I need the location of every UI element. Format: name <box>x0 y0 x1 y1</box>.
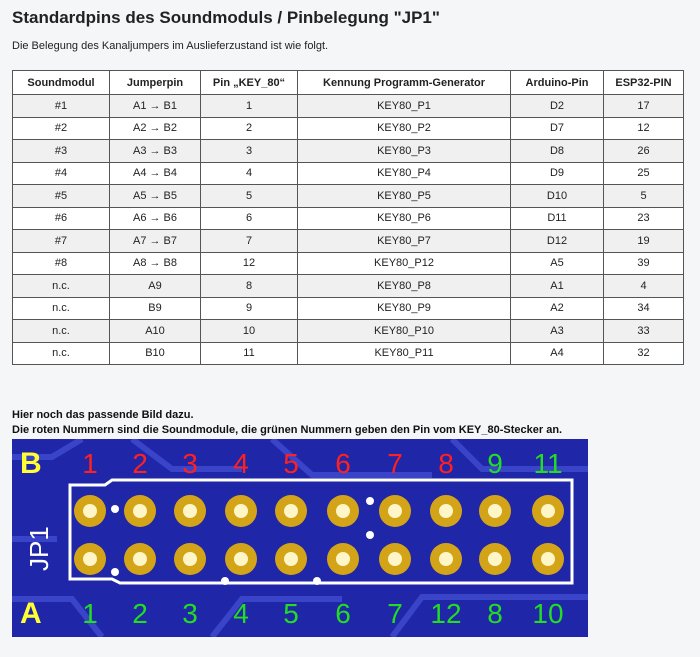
via-dot <box>366 531 374 539</box>
via-dot <box>111 568 119 576</box>
cell-soundmodul: n.c. <box>13 342 110 365</box>
cell-arduino: A5 <box>511 252 604 275</box>
cell-arduino: A2 <box>511 297 604 320</box>
cell-arduino: A4 <box>511 342 604 365</box>
col-esp32: ESP32-PIN <box>604 71 684 95</box>
cell-arduino: D11 <box>511 207 604 230</box>
col-arduino: Arduino-Pin <box>511 71 604 95</box>
cell-jumperpin: A1 → B1 <box>110 95 201 118</box>
jumper-pad <box>430 495 462 527</box>
via-dot <box>366 497 374 505</box>
cell-kennung: KEY80_P6 <box>298 207 511 230</box>
table-row <box>13 207 684 230</box>
cell-soundmodul: #5 <box>13 185 110 208</box>
cell-jumperpin: A4 → B4 <box>110 162 201 185</box>
jumper-pad <box>74 495 106 527</box>
image-note <box>12 408 562 438</box>
cell-soundmodul: n.c. <box>13 320 110 343</box>
jumper-pad <box>225 543 257 575</box>
module-number: 6 <box>335 448 351 479</box>
intro-text: Die Belegung des Kanaljumpers im Auslieferzustand ist wie folgt. <box>12 40 329 52</box>
table-row <box>13 320 684 343</box>
jumper-pad <box>275 495 307 527</box>
cell-soundmodul: #6 <box>13 207 110 230</box>
table-row <box>13 342 684 365</box>
jumper-pad <box>124 495 156 527</box>
jumper-pad <box>479 543 511 575</box>
cell-arduino: D12 <box>511 230 604 253</box>
via-dot <box>313 577 321 585</box>
table-header-row <box>13 71 684 95</box>
cell-jumperpin: A7 → B7 <box>110 230 201 253</box>
cell-jumperpin: A5 → B5 <box>110 185 201 208</box>
cell-key80: 7 <box>201 230 298 253</box>
jp1-board-image <box>12 439 588 637</box>
cell-soundmodul: #8 <box>13 252 110 275</box>
cell-esp32: 5 <box>604 185 684 208</box>
jumper-pad <box>174 543 206 575</box>
via-dot <box>111 505 119 513</box>
cell-arduino: D9 <box>511 162 604 185</box>
cell-kennung: KEY80_P9 <box>298 297 511 320</box>
cell-esp32: 25 <box>604 162 684 185</box>
module-number: 11 <box>533 448 563 479</box>
cell-jumperpin: A6 → B6 <box>110 207 201 230</box>
col-kennung: Kennung Programm-Generator <box>298 71 511 95</box>
cell-esp32: 33 <box>604 320 684 343</box>
col-soundmodul: Soundmodul <box>13 71 110 95</box>
jumper-pad <box>225 495 257 527</box>
module-number: 9 <box>487 448 503 479</box>
jp1-label: JP1 <box>24 526 54 571</box>
cell-arduino: D2 <box>511 95 604 118</box>
table-row <box>13 252 684 275</box>
cell-soundmodul: #2 <box>13 117 110 140</box>
module-number: 2 <box>132 448 148 479</box>
cell-key80: 5 <box>201 185 298 208</box>
cell-kennung: KEY80_P10 <box>298 320 511 343</box>
cell-esp32: 17 <box>604 95 684 118</box>
table-row <box>13 297 684 320</box>
cell-kennung: KEY80_P3 <box>298 140 511 163</box>
cell-soundmodul: n.c. <box>13 275 110 298</box>
cell-jumperpin: A10 <box>110 320 201 343</box>
key80-pin-number: 2 <box>132 598 148 629</box>
cell-esp32: 34 <box>604 297 684 320</box>
cell-arduino: A3 <box>511 320 604 343</box>
key80-pin-number: 3 <box>182 598 198 629</box>
module-number: 7 <box>387 448 403 479</box>
cell-jumperpin: B10 <box>110 342 201 365</box>
jumper-pad <box>174 495 206 527</box>
cell-kennung: KEY80_P5 <box>298 185 511 208</box>
cell-kennung: KEY80_P2 <box>298 117 511 140</box>
note-line-2: Die roten Nummern sind die Soundmodule, die grünen Nummern geben den Pin vom KEY_80-Stecker an. <box>12 424 563 436</box>
table-row <box>13 230 684 253</box>
jumper-pad <box>124 543 156 575</box>
table-row <box>13 95 684 118</box>
table-row <box>13 275 684 298</box>
cell-key80: 3 <box>201 140 298 163</box>
cell-esp32: 32 <box>604 342 684 365</box>
cell-arduino: D8 <box>511 140 604 163</box>
row-a-label: A <box>20 597 42 630</box>
key80-pin-number: 4 <box>233 598 249 629</box>
key80-pin-number: 7 <box>387 598 403 629</box>
key80-pin-number: 5 <box>283 598 299 629</box>
cell-key80: 2 <box>201 117 298 140</box>
cell-jumperpin: A2 → B2 <box>110 117 201 140</box>
module-number: 1 <box>82 448 98 479</box>
table-row <box>13 162 684 185</box>
row-b-label: B <box>20 447 42 480</box>
cell-key80: 6 <box>201 207 298 230</box>
jumper-pad <box>379 543 411 575</box>
cell-soundmodul: n.c. <box>13 297 110 320</box>
cell-esp32: 23 <box>604 207 684 230</box>
table-row <box>13 117 684 140</box>
jumper-pad <box>479 495 511 527</box>
cell-arduino: D10 <box>511 185 604 208</box>
cell-esp32: 39 <box>604 252 684 275</box>
col-key80: Pin „KEY_80“ <box>201 71 298 95</box>
jumper-pad <box>532 495 564 527</box>
cell-esp32: 4 <box>604 275 684 298</box>
cell-kennung: KEY80_P8 <box>298 275 511 298</box>
col-jumperpin: Jumperpin <box>110 71 201 95</box>
module-number: 4 <box>233 448 249 479</box>
key80-pin-number: 1 <box>82 598 98 629</box>
cell-kennung: KEY80_P1 <box>298 95 511 118</box>
cell-esp32: 12 <box>604 117 684 140</box>
note-line-1: Hier noch das passende Bild dazu. <box>12 409 194 421</box>
cell-arduino: A1 <box>511 275 604 298</box>
cell-key80: 12 <box>201 252 298 275</box>
cell-jumperpin: A3 → B3 <box>110 140 201 163</box>
cell-key80: 9 <box>201 297 298 320</box>
cell-key80: 4 <box>201 162 298 185</box>
cell-soundmodul: #1 <box>13 95 110 118</box>
jumper-pad <box>275 543 307 575</box>
module-number: 5 <box>283 448 299 479</box>
module-number: 3 <box>182 448 198 479</box>
cell-kennung: KEY80_P11 <box>298 342 511 365</box>
cell-jumperpin: A8 → B8 <box>110 252 201 275</box>
table-row <box>13 185 684 208</box>
cell-key80: 1 <box>201 95 298 118</box>
cell-key80: 8 <box>201 275 298 298</box>
module-number: 8 <box>438 448 454 479</box>
jumper-pad <box>379 495 411 527</box>
key80-pin-number: 6 <box>335 598 351 629</box>
cell-key80: 11 <box>201 342 298 365</box>
jumper-pad <box>430 543 462 575</box>
cell-kennung: KEY80_P4 <box>298 162 511 185</box>
cell-soundmodul: #3 <box>13 140 110 163</box>
key80-pin-number: 10 <box>532 598 564 629</box>
jumper-pad <box>532 543 564 575</box>
jumper-pad <box>74 543 106 575</box>
cell-soundmodul: #4 <box>13 162 110 185</box>
table-row <box>13 140 684 163</box>
cell-soundmodul: #7 <box>13 230 110 253</box>
cell-jumperpin: B9 <box>110 297 201 320</box>
cell-arduino: D7 <box>511 117 604 140</box>
cell-jumperpin: A9 <box>110 275 201 298</box>
jumper-pad <box>327 543 359 575</box>
cell-kennung: KEY80_P12 <box>298 252 511 275</box>
key80-pin-number: 12 <box>430 598 462 629</box>
cell-esp32: 19 <box>604 230 684 253</box>
cell-kennung: KEY80_P7 <box>298 230 511 253</box>
key80-pin-number: 8 <box>487 598 503 629</box>
pin-assignment-table <box>12 70 684 365</box>
page-title: Standardpins des Soundmoduls / Pinbelegung "JP1" <box>12 8 440 27</box>
jumper-pad <box>327 495 359 527</box>
cell-key80: 10 <box>201 320 298 343</box>
via-dot <box>221 577 229 585</box>
cell-esp32: 26 <box>604 140 684 163</box>
